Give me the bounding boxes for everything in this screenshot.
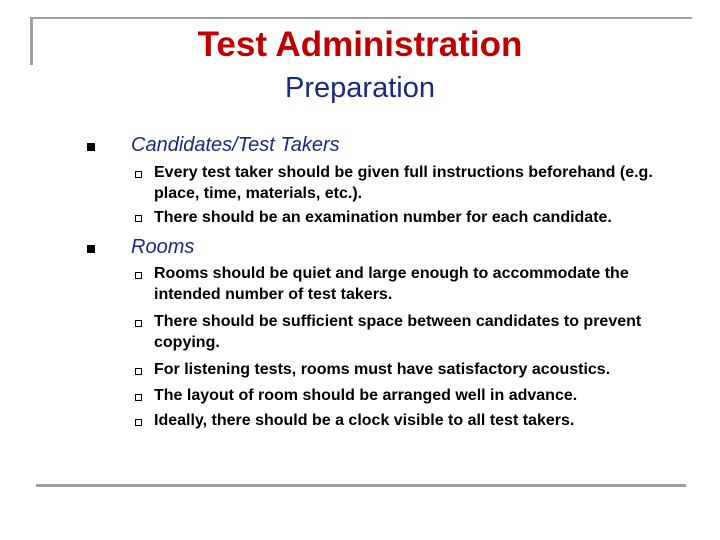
square-bullet-icon <box>87 143 95 151</box>
slide-subtitle: Preparation <box>285 72 435 104</box>
hollow-square-bullet-icon <box>135 215 142 222</box>
square-bullet-icon <box>87 245 95 253</box>
list-item-text: Every test taker should be given full instructions beforehand (e.g. place, time, materials, etc.). <box>154 164 653 202</box>
list-item-text: Rooms should be quiet and large enough to accommodate the intended number of test takers. <box>154 265 629 303</box>
hollow-square-bullet-icon <box>135 368 142 375</box>
list-item-text: There should be sufficient space between candidates to prevent copying. <box>154 313 642 351</box>
list-item-text: There should be an examination number for each candidate. <box>154 209 612 226</box>
list-item-text: For listening tests, rooms must have satisfactory acoustics. <box>154 361 611 378</box>
hollow-square-bullet-icon <box>135 171 142 178</box>
hollow-square-bullet-icon <box>135 320 142 327</box>
list-item-text: Ideally, there should be a clock visible to all test takers. <box>154 412 575 429</box>
list-item-text: The layout of room should be arranged well in advance. <box>154 387 578 404</box>
hollow-square-bullet-icon <box>135 394 142 401</box>
section-heading: Rooms <box>131 236 195 258</box>
frame-top-rule <box>30 17 692 19</box>
slide-title: Test Administration <box>197 25 523 64</box>
hollow-square-bullet-icon <box>135 272 142 279</box>
bottom-rule <box>36 484 686 487</box>
hollow-square-bullet-icon <box>135 419 142 426</box>
section-heading: Candidates/Test Takers <box>131 134 340 156</box>
